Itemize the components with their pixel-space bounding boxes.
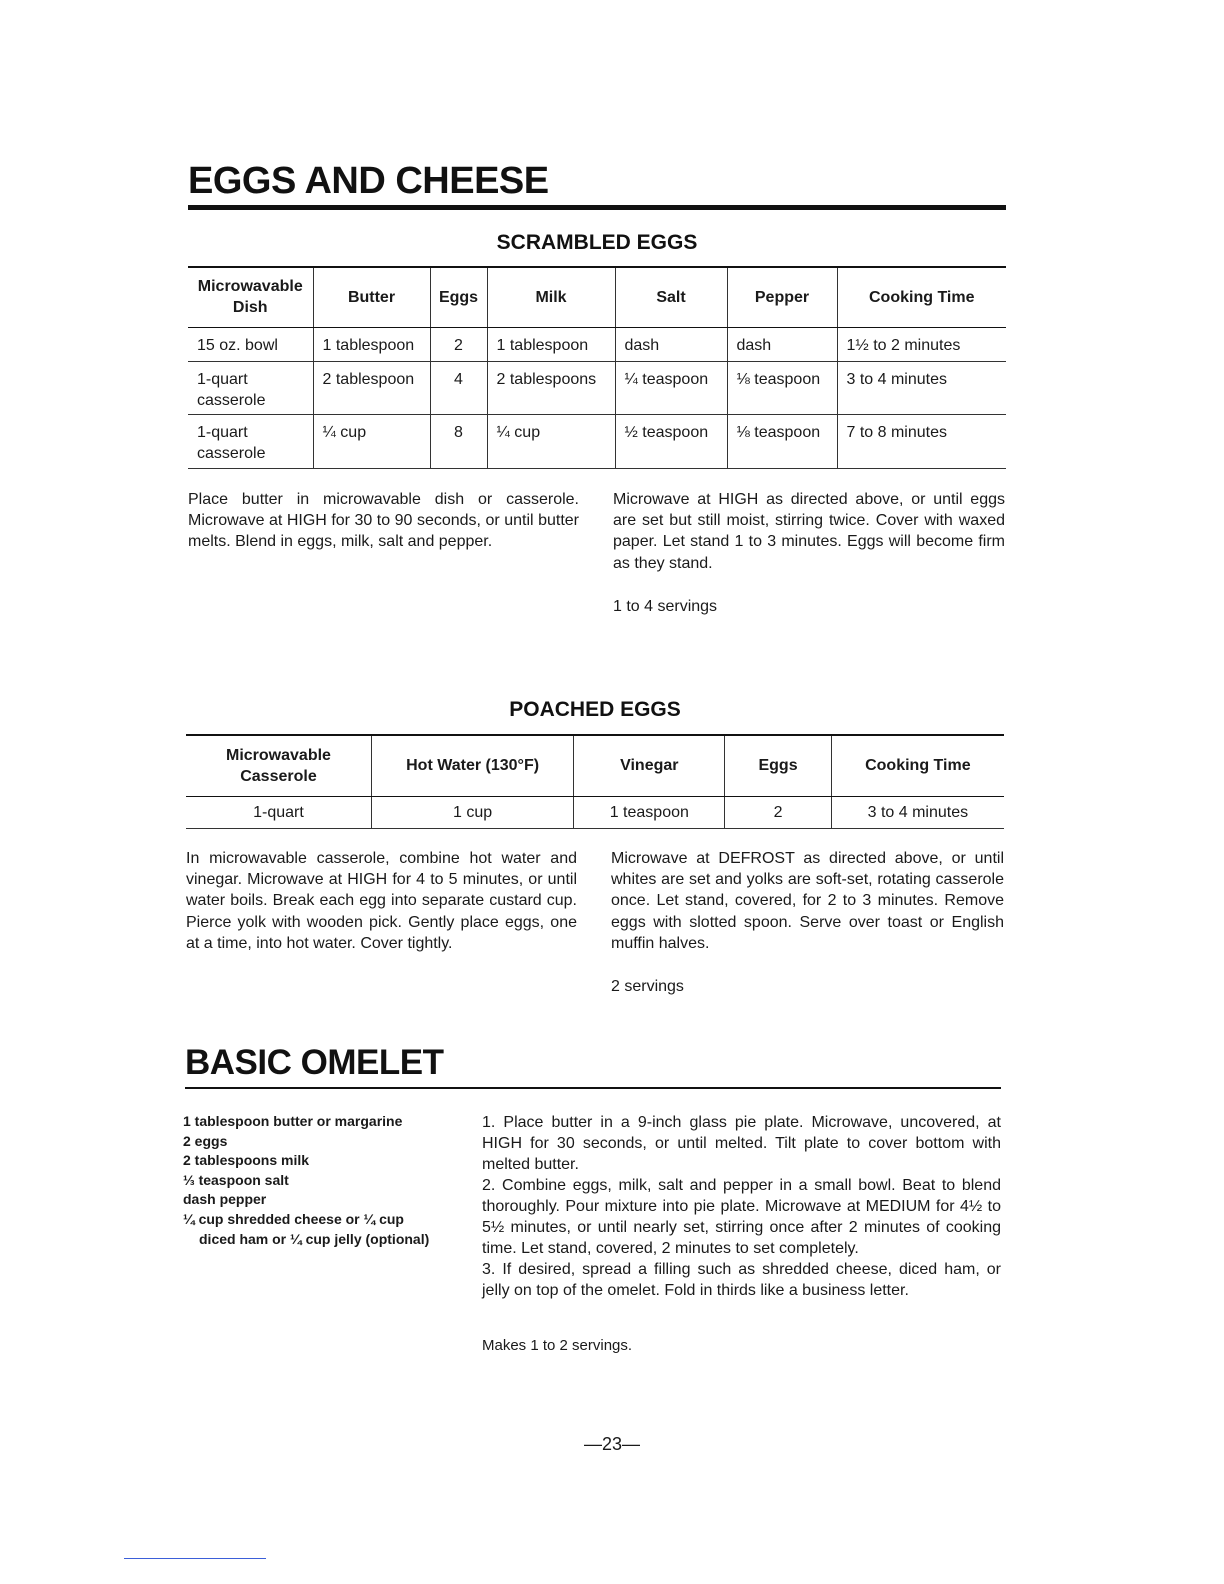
- ingredient-item: dash pepper: [183, 1191, 267, 1208]
- col-header-salt: Salt: [615, 267, 727, 327]
- col-header-butter: Butter: [313, 267, 430, 327]
- table-cell: dash: [615, 327, 727, 361]
- col-header-hot-water: Hot Water (130°F): [371, 735, 573, 796]
- poached-eggs-title: POACHED EGGS: [509, 698, 681, 721]
- table-row: [188, 414, 1006, 468]
- scrambled-eggs-title: SCRAMBLED EGGS: [496, 231, 698, 254]
- table-cell: 1-quart casserole: [188, 361, 313, 414]
- ingredient-item: ⅓ teaspoon salt: [183, 1171, 289, 1188]
- omelet-ingredients: [183, 1112, 463, 1249]
- table-cell: 2 tablespoons: [487, 361, 615, 414]
- section-rule: [185, 1087, 1001, 1089]
- table-cell: ¼ cup: [487, 414, 615, 468]
- table-cell: ½ teaspoon: [615, 414, 727, 468]
- scrambled-instructions-left: Place butter in microwavable dish or casserole. Microwave at HIGH for 30 to 90 seconds, or until butter melts. Blend in eggs, milk, salt and pepper.: [188, 491, 579, 551]
- omelet-steps: [482, 1112, 1001, 1301]
- col-header-pepper: Pepper: [727, 267, 837, 327]
- table-cell: ¼ cup: [313, 414, 430, 468]
- poached-instructions-right: Microwave at DEFROST as directed above, or until whites are set and yolks are soft-set, rotating casserole once. Let stand, covered, for 2 to 3 minutes. Remove eggs with slotted spoon. Serve over toast or English muffin halves.: [611, 850, 1004, 952]
- table-cell: 7 to 8 minutes: [837, 414, 1006, 468]
- page-number: —23—: [583, 1434, 641, 1454]
- col-header-eggs: Eggs: [430, 267, 487, 327]
- table-row: [186, 796, 1004, 828]
- ingredient-item: 1 tablespoon butter or margarine: [183, 1113, 403, 1129]
- table-cell: ⅛ teaspoon: [727, 414, 837, 468]
- table-cell: 15 oz. bowl: [188, 327, 313, 361]
- omelet-step: 1. Place butter in a 9-inch glass pie plate. Microwave, uncovered, at HIGH for 30 seconds, or until melted. Tilt plate to cover bottom with melted butter.: [482, 1114, 1001, 1173]
- section-title-eggs-and-cheese: EGGS AND CHEESE: [188, 160, 549, 202]
- ingredient-item: diced ham or ¼ cup jelly (optional): [199, 1230, 430, 1247]
- section-title-basic-omelet: BASIC OMELET: [185, 1043, 444, 1082]
- scrambled-instructions-right: Microwave at HIGH as directed above, or until eggs are set but still moist, stirring twice. Cover with waxed paper. Let stand 1 to 3 minutes. Eggs will become firm as they stand.: [613, 491, 1005, 572]
- omelet-yield: Makes 1 to 2 servings.: [482, 1337, 633, 1354]
- table-cell: ¼ teaspoon: [615, 361, 727, 414]
- scrambled-servings: 1 to 4 servings: [613, 598, 718, 615]
- table-cell: 8: [430, 414, 487, 468]
- omelet-step: 2. Combine eggs, milk, salt and pepper in a small bowl. Beat to blend thoroughly. Pour mixture into pie plate. Microwave at MEDIUM for 4½ to 5½ minutes, or until nearly set, stirring once after 2 minutes of cooking time. Let stand, covered, 2 minutes to set completely.: [482, 1177, 1001, 1257]
- table-row: [188, 327, 1006, 361]
- ingredient-item: ¼ cup shredded cheese or ¼ cup: [183, 1210, 404, 1227]
- col-header-eggs: Eggs: [725, 735, 831, 796]
- table-cell: 1½ to 2 minutes: [837, 327, 1006, 361]
- table-cell: 3 to 4 minutes: [837, 361, 1006, 414]
- table-cell: 4: [430, 361, 487, 414]
- table-cell: 1-quart casserole: [188, 414, 313, 468]
- col-header-cooking-time: Cooking Time: [837, 267, 1006, 327]
- ingredient-item: 2 tablespoons milk: [183, 1152, 310, 1169]
- table-cell: 1 tablespoon: [313, 327, 430, 361]
- poached-eggs-table: [186, 734, 1004, 829]
- col-header-vinegar: Vinegar: [574, 735, 725, 796]
- table-cell: dash: [727, 327, 837, 361]
- omelet-step: 3. If desired, spread a filling such as shredded cheese, diced ham, or jelly on top of the omelet. Fold in thirds like a business letter.: [482, 1261, 1001, 1299]
- poached-instructions-left: In microwavable casserole, combine hot water and vinegar. Microwave at HIGH for 4 to 5 minutes, or until water boils. Break each egg into separate custard cup. Pierce yolk with wooden pick. Gently place eggs, one at a time, into hot water. Cover tightly.: [186, 850, 577, 952]
- table-cell: 2 tablespoon: [313, 361, 430, 414]
- scrambled-eggs-table: [188, 266, 1006, 469]
- table-cell: ⅛ teaspoon: [727, 361, 837, 414]
- table-cell: 1 cup: [371, 796, 573, 828]
- poached-servings: 2 servings: [611, 978, 684, 995]
- table-cell: 2: [725, 796, 831, 828]
- table-cell: 2: [430, 327, 487, 361]
- table-row: [188, 361, 1006, 414]
- table-cell: 3 to 4 minutes: [831, 796, 1004, 828]
- table-cell: 1 tablespoon: [487, 327, 615, 361]
- col-header-milk: Milk: [487, 267, 615, 327]
- section-rule: [188, 205, 1006, 210]
- table-cell: 1-quart: [186, 796, 371, 828]
- col-header-cooking-time: Cooking Time: [831, 735, 1004, 796]
- ingredient-item: 2 eggs: [183, 1132, 228, 1149]
- table-cell: 1 teaspoon: [574, 796, 725, 828]
- link-underline: [124, 1558, 266, 1559]
- col-header-casserole: Microwavable Casserole: [186, 735, 371, 796]
- col-header-dish: Microwavable Dish: [188, 267, 313, 327]
